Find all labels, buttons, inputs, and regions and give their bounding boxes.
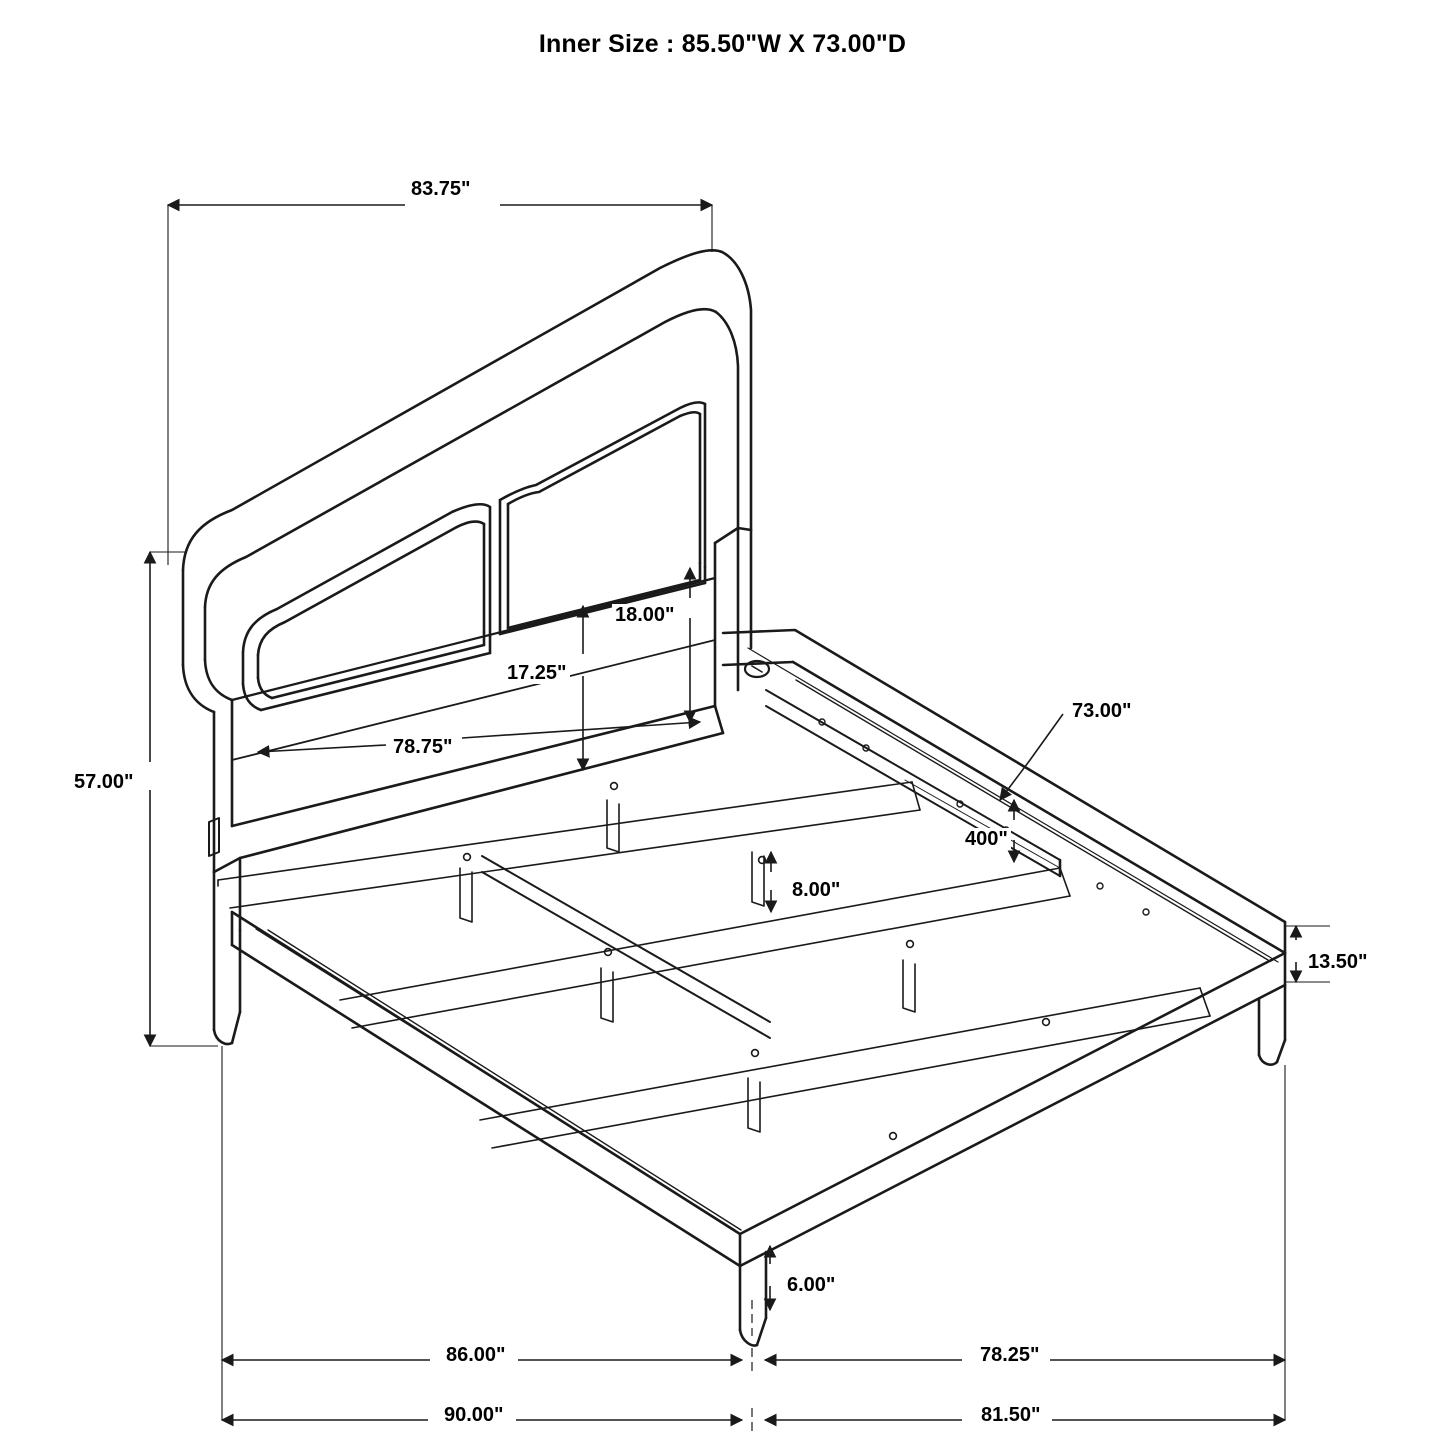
dim-label-inner-length: 86.00"	[443, 1344, 509, 1366]
dim-label-overall-length: 90.00"	[441, 1404, 507, 1426]
bed-outline	[183, 250, 1285, 1345]
dim-label-slat-gap: 400"	[962, 828, 1011, 850]
dim-label-panel-width: 78.75"	[390, 736, 456, 758]
page-title: Inner Size : 85.50"W X 73.00"D	[538, 30, 907, 58]
dim-label-leg-height: 6.00"	[784, 1274, 838, 1296]
dim-label-top-width: 83.75"	[408, 178, 474, 200]
dim-label-headboard-height: 57.00"	[71, 771, 137, 793]
dim-label-overall-depth: 81.50"	[978, 1404, 1044, 1426]
dim-label-panel-height-right: 18.00"	[612, 604, 678, 626]
dim-label-panel-height-left: 17.25"	[504, 662, 570, 684]
dim-label-footboard-height: 13.50"	[1305, 951, 1371, 973]
dim-label-inner-depth-right: 78.25"	[977, 1344, 1043, 1366]
dim-label-slat-height: 8.00"	[789, 879, 843, 901]
dim-label-side-rail-depth: 73.00"	[1069, 700, 1135, 722]
